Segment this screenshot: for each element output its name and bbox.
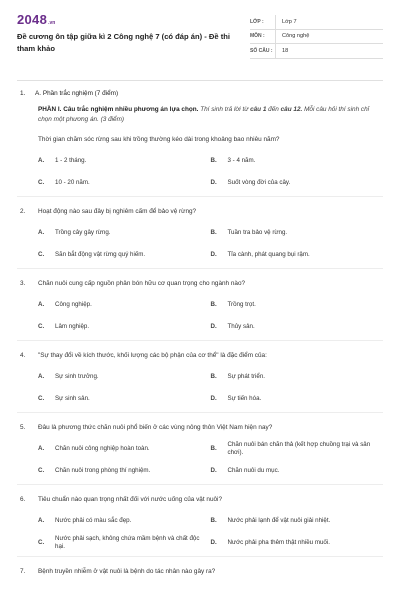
option-text: Thủy sản. — [227, 322, 255, 330]
instr-text: đến — [266, 106, 281, 113]
option-letter: A. — [38, 444, 45, 452]
option-d[interactable] — [211, 395, 384, 404]
option-text: 1 - 2 tháng. — [55, 156, 87, 164]
option-text: Sự sinh sản. — [55, 394, 90, 402]
question-1 — [17, 135, 383, 197]
option-text: Suốt vòng đời của cây. — [227, 178, 291, 186]
option-d[interactable] — [211, 251, 384, 260]
option-b[interactable] — [211, 301, 384, 310]
question-text: Tiêu chuẩn nào quan trọng nhất đối với nước uống của vật nuôi? — [38, 496, 223, 503]
header-left — [17, 10, 247, 72]
option-text: Chăn nuôi trong phòng thí nghiệm. — [55, 466, 151, 474]
option-letter: D. — [210, 178, 217, 186]
option-a[interactable] — [38, 301, 211, 310]
option-row — [38, 150, 383, 172]
question-5 — [17, 423, 383, 485]
option-letter: C. — [38, 466, 45, 474]
option-c[interactable] — [38, 323, 211, 332]
option-a[interactable] — [38, 157, 211, 166]
option-letter: C. — [38, 250, 45, 258]
option-row — [38, 222, 383, 244]
option-row — [38, 366, 383, 388]
options — [38, 294, 383, 338]
option-c[interactable] — [38, 467, 211, 476]
option-text: 10 - 20 năm. — [55, 178, 90, 186]
option-a[interactable] — [38, 373, 211, 382]
option-c[interactable] — [38, 535, 211, 552]
question-stem — [17, 423, 383, 432]
question-6 — [17, 495, 383, 557]
option-letter: C. — [38, 178, 45, 186]
question-stem — [17, 495, 383, 504]
option-letter: B. — [210, 228, 217, 236]
question-number: 3. — [20, 280, 26, 287]
option-text: Công nghiệp. — [55, 300, 92, 308]
divider — [17, 412, 383, 413]
meta-label: LỚP : — [250, 18, 264, 25]
question-number: 4. — [20, 352, 26, 359]
question-text: Hoạt động nào sau đây bị nghiêm cấm để bảo vệ rừng? — [38, 208, 197, 215]
site-logo[interactable] — [17, 12, 247, 27]
option-letter: A. — [38, 228, 45, 236]
option-d[interactable] — [211, 323, 384, 332]
option-letter: D. — [210, 394, 217, 402]
option-letter: C. — [38, 538, 45, 546]
option-text: Nước phải có màu sắc đẹp. — [55, 516, 132, 524]
option-letter: A. — [38, 372, 45, 380]
meta-value: 18 — [275, 44, 383, 58]
option-b[interactable] — [211, 373, 384, 382]
option-text: Tỉa cành, phát quang bụi rậm. — [227, 250, 310, 258]
divider — [17, 196, 383, 197]
option-text: Nước phải pha thêm thật nhiều muối. — [227, 538, 330, 546]
part-instructions — [38, 105, 378, 125]
header — [17, 10, 383, 72]
meta-value: Công nghệ — [275, 30, 383, 44]
option-text: Sự tiến hóa. — [227, 394, 262, 402]
option-text: Tuần tra bảo vệ rừng. — [227, 228, 288, 236]
option-letter: A. — [38, 156, 45, 164]
question-2 — [17, 207, 383, 269]
options — [38, 438, 383, 482]
meta-row-class — [250, 15, 383, 30]
options — [38, 510, 383, 554]
option-text: Chăn nuôi du mục. — [227, 466, 280, 474]
question-stem: Thời gian chăm sóc rừng sau khi trồng thường kéo dài trong khoảng bao nhiêu năm? — [38, 136, 280, 143]
meta-row-subject — [250, 30, 383, 45]
option-a[interactable] — [38, 229, 211, 238]
question-stem — [17, 351, 383, 360]
option-b[interactable] — [211, 517, 384, 526]
options — [38, 366, 383, 410]
option-letter: B. — [210, 516, 217, 524]
option-row — [38, 316, 383, 338]
option-b[interactable] — [211, 229, 384, 238]
question-4 — [17, 351, 383, 413]
meta-label: SỐ CÂU : — [250, 47, 273, 54]
option-text: Sự phát triển. — [227, 372, 266, 380]
option-letter: A. — [38, 516, 45, 524]
option-row — [38, 438, 383, 460]
option-text: Chăn nuôi công nghiệp hoàn toàn. — [55, 444, 150, 452]
option-text: Lâm nghiệp. — [55, 322, 90, 330]
instr-bold: câu 1 — [250, 106, 267, 113]
question-number: 2. — [20, 208, 26, 215]
option-a[interactable] — [38, 517, 211, 526]
option-letter: B. — [210, 444, 217, 452]
option-letter: D. — [210, 538, 217, 546]
question-stem — [17, 279, 383, 288]
question-number: 7. — [20, 568, 26, 575]
question-text: "Sự thay đổi về kích thước, khối lượng các bộ phận của cơ thể" là đặc điểm của: — [38, 352, 267, 359]
option-text: Sự sinh trưởng. — [55, 372, 99, 380]
question-text: Đâu là phương thức chăn nuôi phổ biến ở các vùng nông thôn Việt Nam hiện nay? — [38, 424, 273, 431]
option-row — [38, 388, 383, 410]
option-row — [38, 532, 383, 554]
option-a[interactable] — [38, 445, 211, 454]
instr-bold: câu 12. — [280, 106, 303, 113]
option-letter: C. — [38, 322, 45, 330]
divider — [17, 268, 383, 269]
section-number: 1. — [20, 89, 26, 97]
option-text: Nước phải sạch, không chứa mầm bệnh và chất độc hại. — [55, 534, 200, 550]
option-letter: B. — [210, 156, 217, 164]
option-text: 3 - 4 năm. — [227, 156, 256, 164]
option-row — [38, 172, 383, 194]
logo-main: 2048 — [17, 12, 48, 27]
section-heading — [17, 87, 383, 99]
option-text: Trồng cây gây rừng. — [55, 228, 111, 236]
option-letter: B. — [210, 372, 217, 380]
option-letter: B. — [210, 300, 217, 308]
logo-sub: .vn — [48, 20, 56, 26]
option-d[interactable] — [211, 467, 384, 476]
divider — [17, 484, 383, 485]
option-letter: D. — [210, 466, 217, 474]
option-d[interactable] — [211, 179, 384, 188]
option-c[interactable] — [38, 251, 211, 260]
option-letter: A. — [38, 300, 45, 308]
option-letter: D. — [210, 250, 217, 258]
meta-label: MÔN : — [250, 33, 265, 40]
document-title: Đề cương ôn tập giữa kì 2 Công nghệ 7 (có đáp án) - Đề thi tham khảo — [17, 32, 231, 53]
instr-text: Mỗi câu hỏi thí sinh chỉ chọn một phương án. (3 điểm) — [38, 106, 370, 123]
option-row — [38, 460, 383, 482]
divider — [17, 340, 383, 341]
question-3 — [17, 279, 383, 341]
option-text: Nước phải lạnh để vật nuôi giải nhiệt. — [227, 516, 331, 524]
meta-row-count — [250, 44, 383, 59]
divider — [17, 556, 383, 557]
meta-value: Lớp 7 — [275, 15, 383, 29]
question-stem — [17, 207, 383, 216]
option-row — [38, 244, 383, 266]
question-number: 6. — [20, 496, 26, 503]
option-d[interactable] — [211, 539, 384, 548]
question-7 — [17, 567, 383, 576]
option-b[interactable] — [211, 441, 384, 458]
part-label: PHẦN I. Câu trắc nghiệm nhiều phương án lựa chọn. — [38, 106, 199, 113]
meta-table — [250, 15, 383, 72]
option-text: Trồng trọt. — [227, 300, 256, 308]
option-b[interactable] — [211, 157, 384, 166]
option-row — [38, 510, 383, 532]
question-number: 5. — [20, 424, 26, 431]
option-text: Săn bắt động vật rừng quý hiếm. — [55, 250, 146, 258]
question-text: Bệnh truyền nhiễm ở vật nuôi là bệnh do tác nhân nào gây ra? — [38, 568, 216, 575]
option-letter: C. — [38, 394, 45, 402]
divider — [17, 80, 383, 81]
option-row — [38, 294, 383, 316]
question-text: Chăn nuôi cung cấp nguồn phân bón hữu cơ quan trọng cho ngành nào? — [38, 280, 246, 287]
option-letter: D. — [210, 322, 217, 330]
option-text: Chăn nuôi bán chăn thả (kết hợp chuồng trại và sân chơi). — [227, 440, 371, 456]
options — [38, 150, 383, 194]
instr-text: Thí sinh trả lời từ — [198, 106, 251, 113]
options — [38, 222, 383, 266]
section-title: A. Phần trắc nghiệm (7 điểm) — [35, 89, 119, 97]
option-c[interactable] — [38, 179, 211, 188]
question-stem — [17, 567, 383, 576]
option-c[interactable] — [38, 395, 211, 404]
